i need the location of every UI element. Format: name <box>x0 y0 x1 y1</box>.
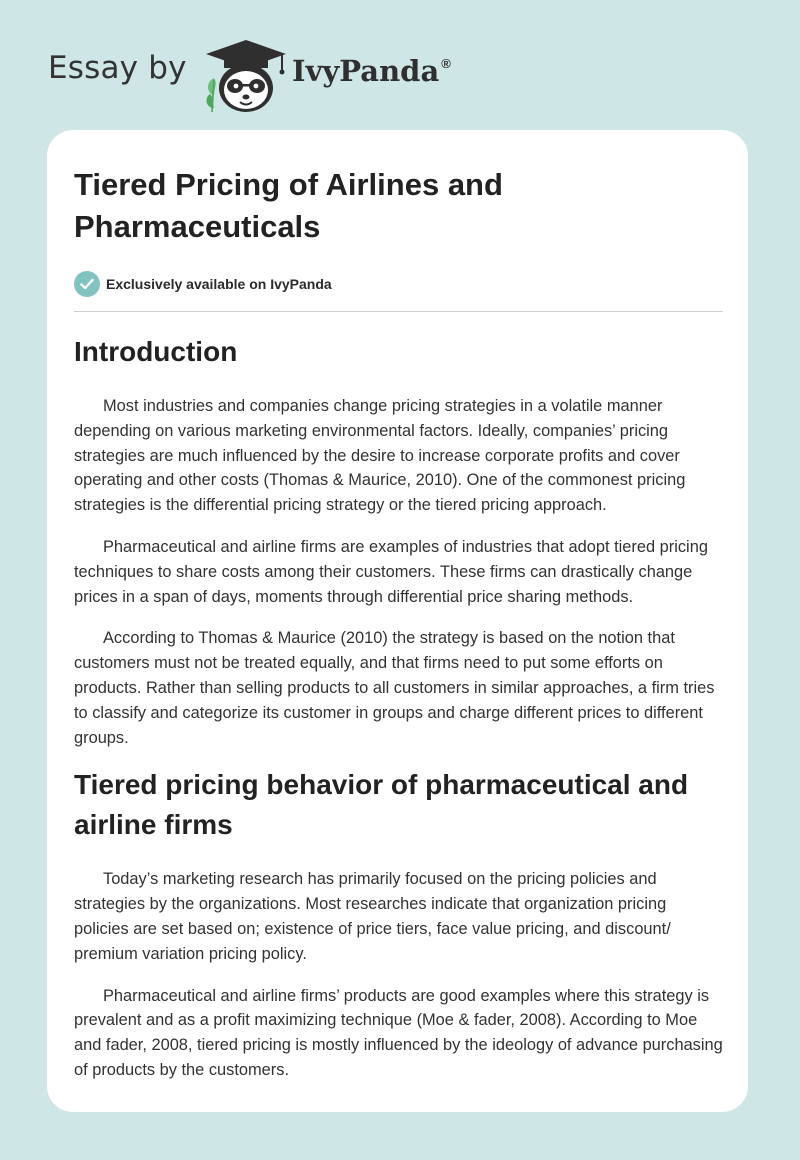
exclusive-notice <box>74 270 724 298</box>
article-title: Tiered Pricing of Airlines and Pharmaceuticals <box>74 167 503 244</box>
paragraph: According to Thomas & Maurice (2010) the strategy is based on the notion that customers must not be treated equally, and that firms need to put some efforts on products. Rather than selling products to all customers in similar approaches, a firm tries to classify and categorize its customer in groups and charge different prices to different groups. <box>74 629 715 747</box>
paragraph: Most industries and companies change pricing strategies in a volatile manner depending on various marketing environmental factors. Ideally, companies’ pricing strategies are much influenced by the desire to increase corporate profits and cover operating and other costs (Thomas & Maurice, 2010). One of the commonest pricing strategies is the differential pricing strategy or the tiered pricing approach. <box>74 397 686 515</box>
section-heading-introduction: Introduction <box>74 336 238 367</box>
brand-name-text: IvyPanda <box>292 54 440 88</box>
article-content <box>74 130 724 1083</box>
panda-graduate-logo-icon[interactable] <box>202 34 290 116</box>
paragraph: Today’s marketing research has primarily focused on the pricing policies and strategies by the organizations. Most researches indicate that organization pricing policies are set based on; existence of price tiers, face value pricing, and discount/ premium variation pricing policy. <box>74 870 671 963</box>
trademark-symbol: ® <box>441 56 451 71</box>
paragraph: Pharmaceutical and airline firms are examples of industries that adopt tiered pricing techniques to share costs among their customers. These firms can drastically change prices in a span of days, moments through differential price sharing methods. <box>74 537 708 606</box>
essay-by-label: Essay by <box>48 50 187 86</box>
paragraph: Pharmaceutical and airline firms’ products are good examples where this strategy is prevalent and as a profit maximizing technique (Moe & fader, 2008). According to Moe and fader, 2008, tiered pricing is mostly influenced by the ideology of advance purchasing of products by the customers. <box>74 986 723 1079</box>
brand-name[interactable] <box>292 54 451 88</box>
exclusive-label: Exclusively available on IvyPanda <box>106 276 332 292</box>
divider <box>74 311 723 312</box>
site-header <box>48 30 748 110</box>
check-circle-icon <box>74 271 100 297</box>
section-heading-tiered-pricing: Tiered pricing behavior of pharmaceutical and airline firms <box>74 769 689 841</box>
article-card <box>47 130 748 1112</box>
